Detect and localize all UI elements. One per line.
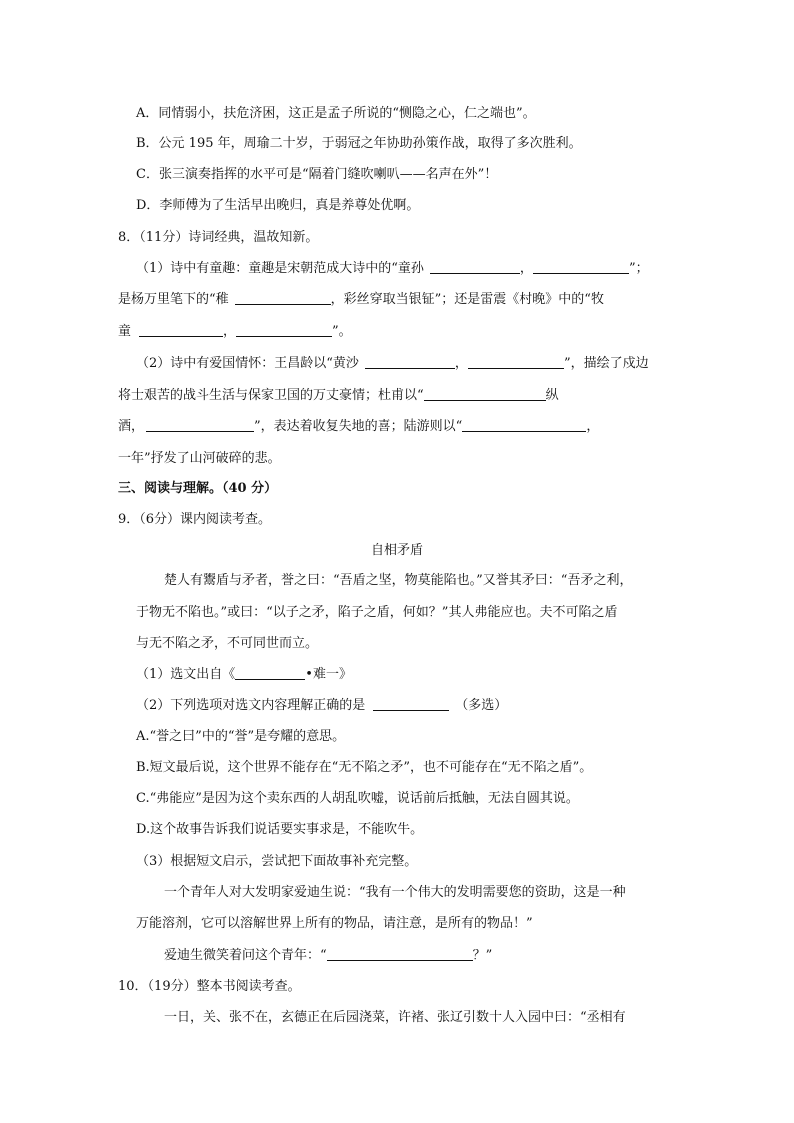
answer-blank[interactable]: [235, 665, 305, 680]
passage-line: 与无不陷之矛，不可同世而立。: [136, 636, 319, 651]
answer-blank[interactable]: [327, 946, 473, 961]
q8-p2-text: 酒，: [118, 419, 145, 434]
story-line: 一个青年人对大发明家爱迪生说：“我有一个伟大的发明需要您的资助，这是一种: [164, 885, 626, 900]
q7-option-c: C．张三演奏指挥的水平可是“隔着门缝吹喇叭——名声在外”！: [136, 167, 498, 182]
answer-blank[interactable]: [365, 354, 455, 369]
q8-p1-text: ，: [519, 261, 533, 276]
answer-blank[interactable]: [468, 354, 564, 369]
q8-p1-line1: [136, 259, 649, 279]
story-text: 爱迪生微笑着问这个青年：“: [164, 948, 327, 963]
passage-line: 一日，关、张不在，玄德正在后园浇菜，许褚、张辽引数十人入园中曰：“丞相有: [164, 1010, 626, 1025]
q8-p2-text: ”，表达着收复失地的喜；陆游则以“: [254, 419, 463, 434]
q9-sub1-text: （1）选文出自《: [136, 667, 236, 682]
q9-sub2: [136, 696, 507, 716]
q8-p1-text: ”；: [628, 261, 649, 276]
answer-blank[interactable]: [146, 417, 254, 432]
q8-p2-text: ，: [586, 419, 600, 434]
q8-p2-text: 将士艰苦的战斗生活与保家卫国的万丈豪情；杜甫以“: [118, 388, 424, 403]
q8-header: 8．（11分）诗词经典，温故知新。: [118, 230, 319, 245]
q9-option-d: D.这个故事告诉我们说话要实事求是，不能吹牛。: [136, 822, 424, 837]
q10-header: 10．（19分）整本书阅读考查。: [118, 979, 301, 994]
answer-blank[interactable]: [533, 259, 629, 274]
answer-blank[interactable]: [235, 290, 331, 305]
passage-line: 楚人有鬻盾与矛者，誉之曰：“吾盾之坚，物莫能陷也。”又誉其矛曰：“吾矛之利，: [164, 573, 633, 588]
answer-blank[interactable]: [462, 417, 586, 432]
q8-p2-text: ，: [454, 356, 468, 371]
q8-p2-line3: [118, 417, 599, 437]
q8-p1-text: （1）诗中有童趣：童趣是宋朝范成大诗中的“童孙: [136, 261, 424, 276]
q8-p1-text: 是杨万里笔下的“稚: [118, 292, 229, 307]
q8-p2-text: 纵: [545, 388, 559, 403]
q8-p1-text: ”。: [332, 324, 352, 339]
q9-sub2-text: （多选）: [455, 698, 508, 713]
q8-p2-line4: 一年”抒发了山河破碎的悲。: [118, 451, 281, 466]
q9-option-a: A.“誉之曰”中的“誉”是夸耀的意思。: [136, 729, 346, 744]
q9-option-b: B.短文最后说，这个世界不能存在“无不陷之矛”，也不可能存在“无不陷之盾”。: [136, 760, 593, 775]
q9-sub1: [136, 665, 352, 685]
story-text: ？”: [472, 948, 493, 963]
q9-header: 9．（6分）课内阅读考查。: [118, 512, 272, 527]
story-line: [164, 946, 492, 966]
q8-p2-text: （2）诗中有爱国情怀：王昌龄以“黄沙: [136, 356, 359, 371]
answer-blank[interactable]: [430, 259, 520, 274]
q9-sub3: （3）根据短文启示，尝试把下面故事补充完整。: [136, 854, 418, 869]
answer-blank[interactable]: [236, 322, 332, 337]
story-line: 万能溶剂，它可以溶解世界上所有的物品，请注意，是所有的物品！”: [136, 916, 533, 931]
section-heading: 三、阅读与理解。（40 分）: [118, 481, 278, 496]
q8-p1-line2: [118, 290, 604, 310]
q7-option-d: D．李师傅为了生活早出晚归，真是养尊处优啊。: [136, 198, 420, 213]
passage-line: 于物无不陷也。”或曰：“以子之矛，陷子之盾，何如？”其人弗能应也。夫不可陷之盾: [136, 605, 618, 620]
q7-option-b: B．公元 195 年，周瑜二十岁，于弱冠之年协助孙策作战，取得了多次胜利。: [136, 136, 582, 151]
q9-option-c: C.“弗能应”是因为这个卖东西的人胡乱吹嘘，说话前后抵触，无法自圆其说。: [136, 791, 579, 806]
q9-sub2-text: （2）下列选项对选文内容理解正确的是: [136, 698, 366, 713]
q8-p1-text: ，彩丝穿取当银钲”；还是雷震《村晚》中的“牧: [330, 292, 604, 307]
answer-blank[interactable]: [373, 696, 449, 711]
answer-blank[interactable]: [424, 386, 546, 401]
q8-p2-line2: [118, 386, 559, 406]
q8-p1-text: ，: [223, 324, 237, 339]
q8-p1-text: 童: [118, 324, 132, 339]
q9-sub1-text: •难一》: [305, 667, 352, 682]
passage-title: 自相矛盾: [370, 543, 423, 558]
q7-option-a: A．同情弱小，扶危济困，这正是孟子所说的“恻隐之心，仁之端也”。: [136, 106, 536, 121]
q8-p1-line3: [118, 322, 352, 342]
q8-p2-line1: [136, 354, 649, 374]
answer-blank[interactable]: [139, 322, 223, 337]
q8-p2-text: ”，描绘了戍边: [563, 356, 649, 371]
